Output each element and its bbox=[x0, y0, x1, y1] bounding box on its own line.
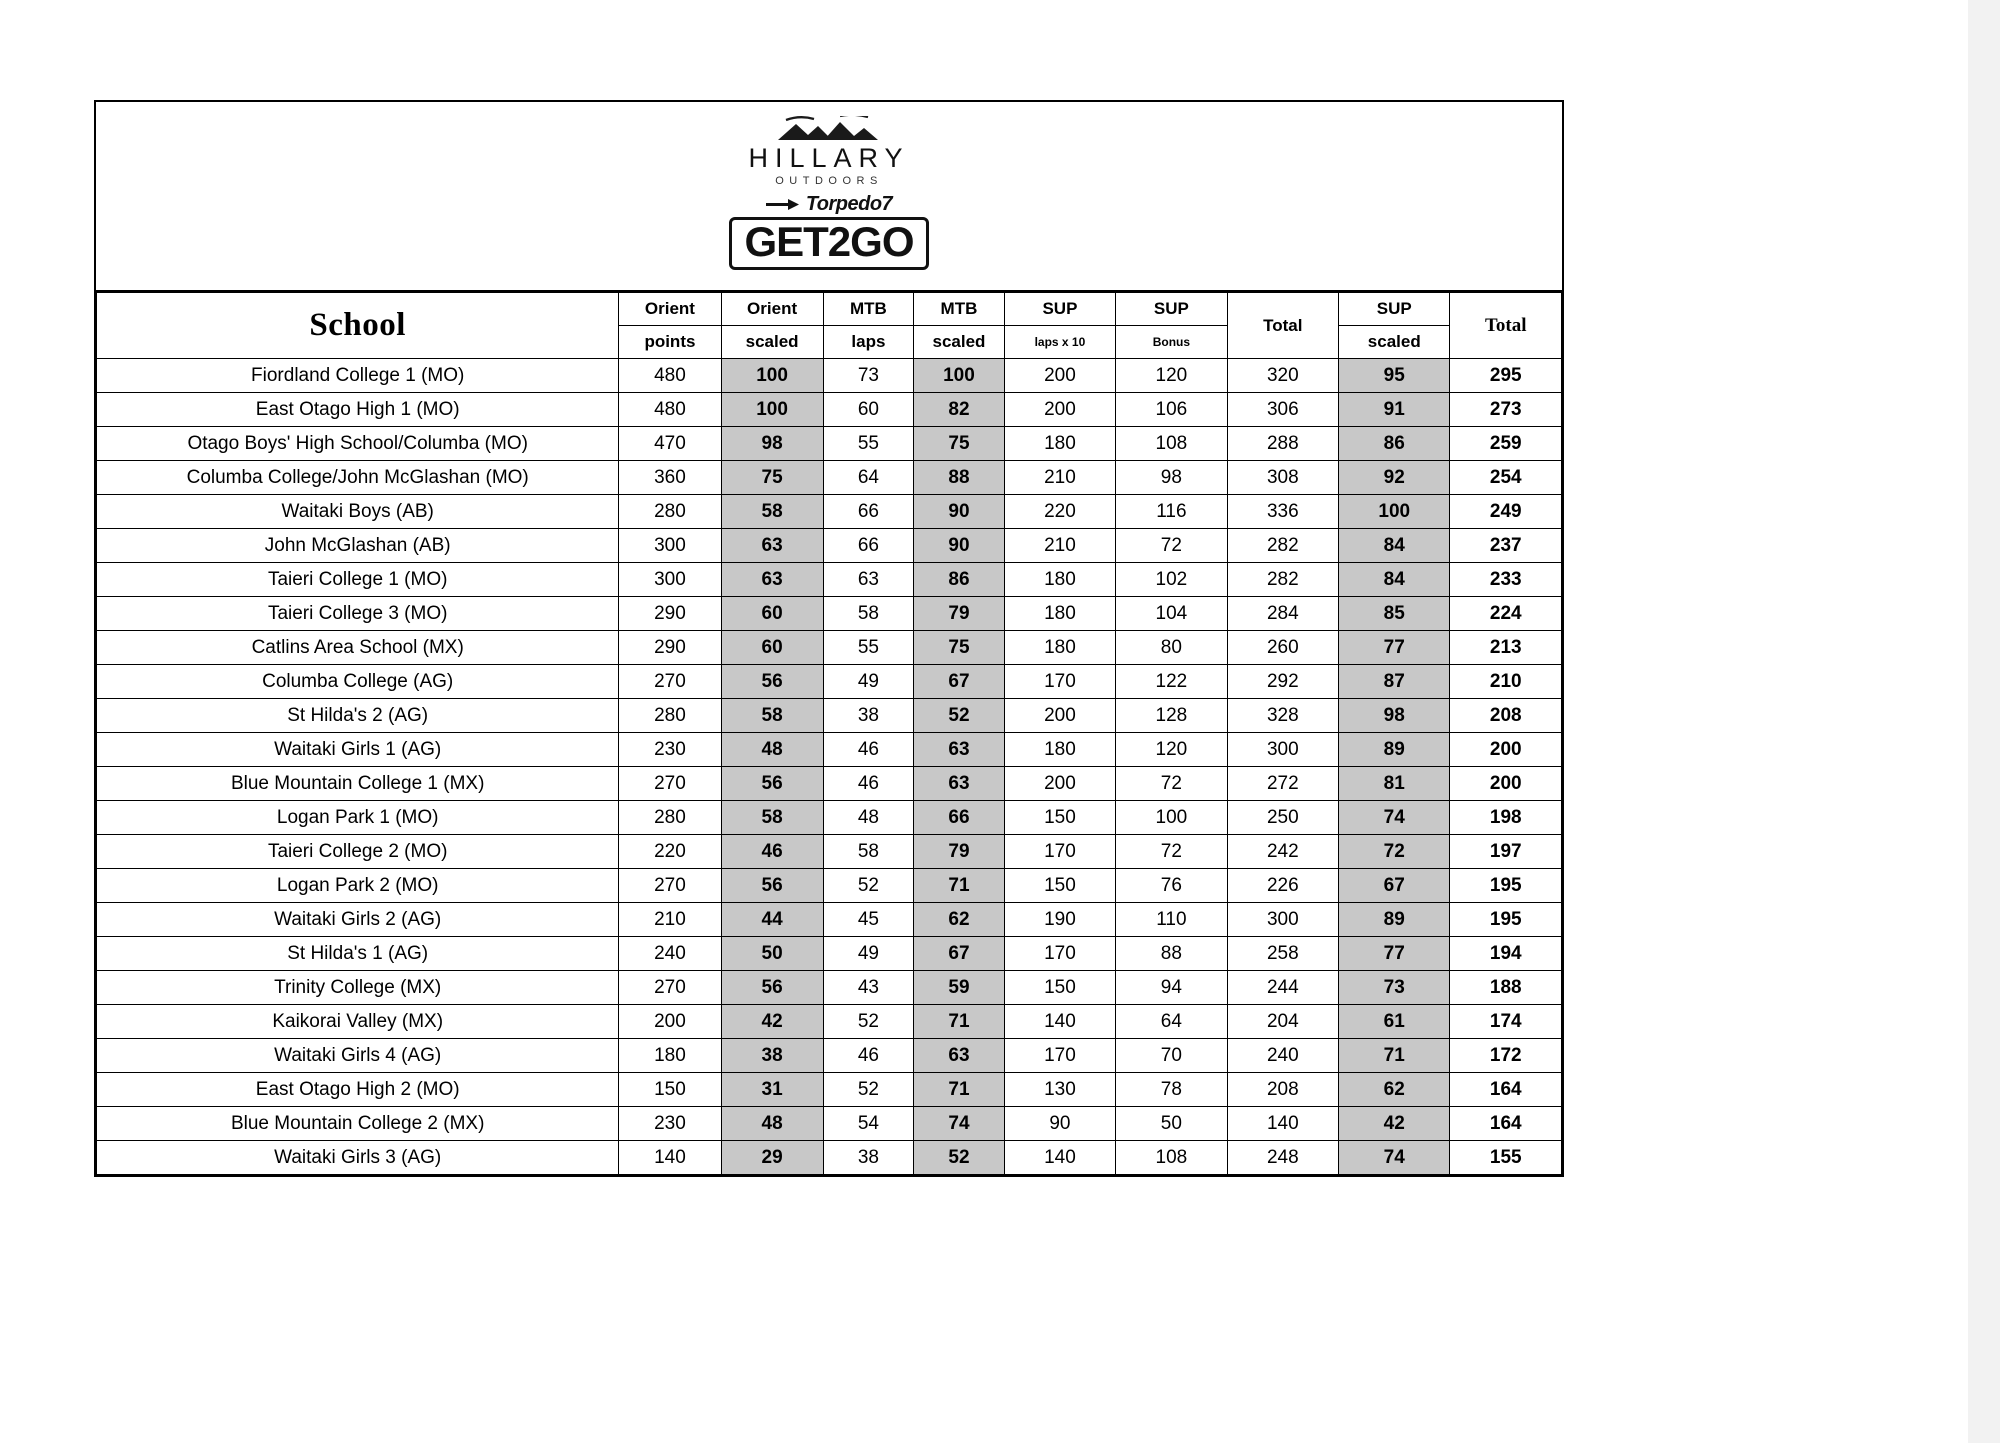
cell-mtb-scaled: 63 bbox=[914, 733, 1005, 767]
cell-sup-scaled: 61 bbox=[1339, 1005, 1450, 1039]
cell-mtb-scaled: 82 bbox=[914, 393, 1005, 427]
cell-school: St Hilda's 2 (AG) bbox=[97, 699, 619, 733]
cell-sup-scaled: 89 bbox=[1339, 733, 1450, 767]
cell-orient-points: 480 bbox=[619, 359, 721, 393]
cell-mtb-scaled: 62 bbox=[914, 903, 1005, 937]
col-header-sup-laps-bottom: laps x 10 bbox=[1004, 326, 1115, 359]
cell-orient-points: 270 bbox=[619, 767, 721, 801]
table-row bbox=[97, 699, 1562, 733]
table-body bbox=[97, 359, 1562, 1175]
cell-sup-laps: 150 bbox=[1004, 801, 1115, 835]
table-row bbox=[97, 529, 1562, 563]
cell-sup-scaled: 86 bbox=[1339, 427, 1450, 461]
cell-orient-scaled: 98 bbox=[721, 427, 823, 461]
table-row bbox=[97, 835, 1562, 869]
cell-sup-scaled: 85 bbox=[1339, 597, 1450, 631]
cell-total: 288 bbox=[1227, 427, 1338, 461]
cell-orient-scaled: 56 bbox=[721, 971, 823, 1005]
cell-orient-scaled: 58 bbox=[721, 699, 823, 733]
cell-mtb-laps: 54 bbox=[823, 1107, 914, 1141]
cell-mtb-laps: 64 bbox=[823, 461, 914, 495]
cell-orient-scaled: 56 bbox=[721, 665, 823, 699]
cell-sup-bonus: 122 bbox=[1116, 665, 1227, 699]
cell-sup-scaled: 77 bbox=[1339, 937, 1450, 971]
cell-sup-bonus: 120 bbox=[1116, 733, 1227, 767]
cell-orient-scaled: 60 bbox=[721, 597, 823, 631]
cell-grand-total: 172 bbox=[1450, 1039, 1562, 1073]
cell-orient-scaled: 63 bbox=[721, 529, 823, 563]
cell-total: 336 bbox=[1227, 495, 1338, 529]
cell-sup-bonus: 76 bbox=[1116, 869, 1227, 903]
col-header-orient-points-top: Orient bbox=[619, 293, 721, 326]
cell-school: Fiordland College 1 (MO) bbox=[97, 359, 619, 393]
cell-mtb-scaled: 67 bbox=[914, 937, 1005, 971]
cell-sup-laps: 200 bbox=[1004, 767, 1115, 801]
cell-total: 306 bbox=[1227, 393, 1338, 427]
table-row bbox=[97, 597, 1562, 631]
col-header-grand-total: Total bbox=[1450, 293, 1562, 359]
cell-sup-scaled: 71 bbox=[1339, 1039, 1450, 1073]
cell-mtb-laps: 43 bbox=[823, 971, 914, 1005]
brand-name: HILLARY bbox=[748, 143, 910, 173]
col-header-school: School bbox=[97, 293, 619, 359]
cell-sup-laps: 180 bbox=[1004, 563, 1115, 597]
cell-sup-scaled: 91 bbox=[1339, 393, 1450, 427]
col-header-mtb-laps-bottom: laps bbox=[823, 326, 914, 359]
cell-orient-points: 280 bbox=[619, 699, 721, 733]
event-name-box bbox=[729, 217, 928, 270]
table-row bbox=[97, 937, 1562, 971]
cell-mtb-scaled: 59 bbox=[914, 971, 1005, 1005]
cell-grand-total: 259 bbox=[1450, 427, 1562, 461]
cell-sup-scaled: 74 bbox=[1339, 801, 1450, 835]
table-row bbox=[97, 495, 1562, 529]
cell-mtb-scaled: 86 bbox=[914, 563, 1005, 597]
cell-sup-scaled: 81 bbox=[1339, 767, 1450, 801]
cell-sup-scaled: 77 bbox=[1339, 631, 1450, 665]
col-header-sup-scaled-top: SUP bbox=[1339, 293, 1450, 326]
cell-mtb-laps: 49 bbox=[823, 937, 914, 971]
cell-orient-points: 220 bbox=[619, 835, 721, 869]
cell-sup-laps: 180 bbox=[1004, 427, 1115, 461]
cell-school: Columba College (AG) bbox=[97, 665, 619, 699]
cell-school: St Hilda's 1 (AG) bbox=[97, 937, 619, 971]
cell-total: 320 bbox=[1227, 359, 1338, 393]
cell-sup-bonus: 64 bbox=[1116, 1005, 1227, 1039]
cell-orient-scaled: 56 bbox=[721, 869, 823, 903]
table-row bbox=[97, 1141, 1562, 1175]
cell-sup-laps: 210 bbox=[1004, 529, 1115, 563]
table-row bbox=[97, 1073, 1562, 1107]
cell-school: Kaikorai Valley (MX) bbox=[97, 1005, 619, 1039]
cell-grand-total: 194 bbox=[1450, 937, 1562, 971]
table-row bbox=[97, 801, 1562, 835]
cell-sup-laps: 180 bbox=[1004, 733, 1115, 767]
cell-orient-scaled: 75 bbox=[721, 461, 823, 495]
cell-orient-points: 290 bbox=[619, 631, 721, 665]
cell-grand-total: 188 bbox=[1450, 971, 1562, 1005]
table-head bbox=[97, 293, 1562, 359]
cell-sup-bonus: 94 bbox=[1116, 971, 1227, 1005]
cell-mtb-laps: 58 bbox=[823, 597, 914, 631]
cell-orient-scaled: 56 bbox=[721, 767, 823, 801]
cell-sup-scaled: 74 bbox=[1339, 1141, 1450, 1175]
cell-sup-bonus: 72 bbox=[1116, 767, 1227, 801]
cell-school: Columba College/John McGlashan (MO) bbox=[97, 461, 619, 495]
cell-mtb-laps: 48 bbox=[823, 801, 914, 835]
cell-orient-scaled: 100 bbox=[721, 393, 823, 427]
cell-mtb-laps: 73 bbox=[823, 359, 914, 393]
cell-mtb-scaled: 79 bbox=[914, 835, 1005, 869]
cell-school: Otago Boys' High School/Columba (MO) bbox=[97, 427, 619, 461]
cell-grand-total: 164 bbox=[1450, 1073, 1562, 1107]
cell-mtb-laps: 58 bbox=[823, 835, 914, 869]
cell-sup-scaled: 87 bbox=[1339, 665, 1450, 699]
cell-mtb-scaled: 71 bbox=[914, 1073, 1005, 1107]
table-row bbox=[97, 869, 1562, 903]
cell-mtb-scaled: 75 bbox=[914, 427, 1005, 461]
cell-grand-total: 295 bbox=[1450, 359, 1562, 393]
cell-total: 242 bbox=[1227, 835, 1338, 869]
cell-sup-bonus: 128 bbox=[1116, 699, 1227, 733]
cell-orient-points: 300 bbox=[619, 563, 721, 597]
cell-orient-scaled: 42 bbox=[721, 1005, 823, 1039]
cell-sup-bonus: 116 bbox=[1116, 495, 1227, 529]
cell-sup-bonus: 120 bbox=[1116, 359, 1227, 393]
table-row bbox=[97, 631, 1562, 665]
cell-sup-scaled: 98 bbox=[1339, 699, 1450, 733]
col-header-mtb-scaled-top: MTB bbox=[914, 293, 1005, 326]
event-logo bbox=[694, 116, 964, 270]
cell-school: Logan Park 1 (MO) bbox=[97, 801, 619, 835]
cell-total: 204 bbox=[1227, 1005, 1338, 1039]
cell-sup-bonus: 70 bbox=[1116, 1039, 1227, 1073]
cell-sup-bonus: 106 bbox=[1116, 393, 1227, 427]
cell-sup-scaled: 84 bbox=[1339, 529, 1450, 563]
cell-orient-points: 180 bbox=[619, 1039, 721, 1073]
cell-sup-scaled: 72 bbox=[1339, 835, 1450, 869]
cell-grand-total: 198 bbox=[1450, 801, 1562, 835]
cell-sup-scaled: 84 bbox=[1339, 563, 1450, 597]
cell-sup-bonus: 98 bbox=[1116, 461, 1227, 495]
sponsor-name: Torpedo7 bbox=[805, 193, 893, 216]
cell-mtb-scaled: 52 bbox=[914, 699, 1005, 733]
cell-mtb-laps: 46 bbox=[823, 733, 914, 767]
table-row bbox=[97, 427, 1562, 461]
cell-orient-scaled: 38 bbox=[721, 1039, 823, 1073]
table-row bbox=[97, 563, 1562, 597]
cell-mtb-laps: 49 bbox=[823, 665, 914, 699]
header-row-top bbox=[97, 293, 1562, 326]
cell-sup-laps: 220 bbox=[1004, 495, 1115, 529]
cell-grand-total: 224 bbox=[1450, 597, 1562, 631]
cell-mtb-scaled: 63 bbox=[914, 767, 1005, 801]
cell-mtb-scaled: 67 bbox=[914, 665, 1005, 699]
cell-sup-scaled: 92 bbox=[1339, 461, 1450, 495]
cell-grand-total: 174 bbox=[1450, 1005, 1562, 1039]
table-row bbox=[97, 767, 1562, 801]
cell-orient-points: 270 bbox=[619, 971, 721, 1005]
col-header-orient-scaled-bottom: scaled bbox=[721, 326, 823, 359]
cell-orient-points: 230 bbox=[619, 1107, 721, 1141]
col-header-sup-bonus-top: SUP bbox=[1116, 293, 1227, 326]
cell-grand-total: 210 bbox=[1450, 665, 1562, 699]
cell-total: 292 bbox=[1227, 665, 1338, 699]
cell-school: Trinity College (MX) bbox=[97, 971, 619, 1005]
cell-grand-total: 273 bbox=[1450, 393, 1562, 427]
cell-mtb-scaled: 71 bbox=[914, 869, 1005, 903]
cell-grand-total: 200 bbox=[1450, 767, 1562, 801]
cell-sup-laps: 180 bbox=[1004, 597, 1115, 631]
cell-mtb-scaled: 75 bbox=[914, 631, 1005, 665]
cell-orient-scaled: 48 bbox=[721, 1107, 823, 1141]
cell-sup-laps: 170 bbox=[1004, 665, 1115, 699]
cell-orient-points: 280 bbox=[619, 495, 721, 529]
cell-mtb-laps: 55 bbox=[823, 631, 914, 665]
cell-sup-bonus: 78 bbox=[1116, 1073, 1227, 1107]
table-row bbox=[97, 665, 1562, 699]
cell-orient-scaled: 58 bbox=[721, 495, 823, 529]
cell-sup-laps: 170 bbox=[1004, 835, 1115, 869]
cell-school: East Otago High 1 (MO) bbox=[97, 393, 619, 427]
cell-orient-scaled: 44 bbox=[721, 903, 823, 937]
cell-sup-laps: 200 bbox=[1004, 699, 1115, 733]
cell-sup-bonus: 100 bbox=[1116, 801, 1227, 835]
cell-total: 250 bbox=[1227, 801, 1338, 835]
cell-school: Waitaki Girls 1 (AG) bbox=[97, 733, 619, 767]
cell-orient-scaled: 60 bbox=[721, 631, 823, 665]
cell-sup-laps: 90 bbox=[1004, 1107, 1115, 1141]
cell-orient-points: 140 bbox=[619, 1141, 721, 1175]
cell-mtb-scaled: 66 bbox=[914, 801, 1005, 835]
cell-total: 282 bbox=[1227, 529, 1338, 563]
col-header-sup-scaled-bottom: scaled bbox=[1339, 326, 1450, 359]
logo-band bbox=[96, 102, 1562, 292]
cell-orient-points: 200 bbox=[619, 1005, 721, 1039]
cell-grand-total: 249 bbox=[1450, 495, 1562, 529]
arrow-icon bbox=[766, 198, 800, 211]
cell-sup-scaled: 95 bbox=[1339, 359, 1450, 393]
cell-sup-laps: 140 bbox=[1004, 1141, 1115, 1175]
cell-orient-points: 470 bbox=[619, 427, 721, 461]
cell-sup-scaled: 67 bbox=[1339, 869, 1450, 903]
cell-mtb-laps: 55 bbox=[823, 427, 914, 461]
cell-orient-points: 280 bbox=[619, 801, 721, 835]
cell-mtb-scaled: 79 bbox=[914, 597, 1005, 631]
cell-mtb-laps: 60 bbox=[823, 393, 914, 427]
col-header-sup-bonus-bottom: Bonus bbox=[1116, 326, 1227, 359]
cell-sup-laps: 200 bbox=[1004, 393, 1115, 427]
cell-orient-points: 150 bbox=[619, 1073, 721, 1107]
cell-total: 260 bbox=[1227, 631, 1338, 665]
cell-total: 244 bbox=[1227, 971, 1338, 1005]
cell-sup-bonus: 72 bbox=[1116, 835, 1227, 869]
cell-grand-total: 237 bbox=[1450, 529, 1562, 563]
cell-grand-total: 208 bbox=[1450, 699, 1562, 733]
col-header-orient-points-bottom: points bbox=[619, 326, 721, 359]
table-row bbox=[97, 733, 1562, 767]
cell-mtb-scaled: 90 bbox=[914, 495, 1005, 529]
cell-school: Waitaki Boys (AB) bbox=[97, 495, 619, 529]
col-header-orient-scaled-top: Orient bbox=[721, 293, 823, 326]
table-row bbox=[97, 1039, 1562, 1073]
cell-sup-laps: 200 bbox=[1004, 359, 1115, 393]
brand-subtitle: OUTDOORS bbox=[775, 175, 883, 188]
cell-sup-scaled: 42 bbox=[1339, 1107, 1450, 1141]
cell-grand-total: 195 bbox=[1450, 903, 1562, 937]
cell-mtb-laps: 52 bbox=[823, 1073, 914, 1107]
cell-mtb-laps: 52 bbox=[823, 1005, 914, 1039]
cell-orient-scaled: 46 bbox=[721, 835, 823, 869]
cell-mtb-scaled: 100 bbox=[914, 359, 1005, 393]
col-header-total: Total bbox=[1227, 293, 1338, 359]
cell-mtb-laps: 52 bbox=[823, 869, 914, 903]
cell-sup-bonus: 88 bbox=[1116, 937, 1227, 971]
cell-orient-scaled: 50 bbox=[721, 937, 823, 971]
cell-sup-bonus: 50 bbox=[1116, 1107, 1227, 1141]
cell-sup-laps: 130 bbox=[1004, 1073, 1115, 1107]
cell-mtb-scaled: 63 bbox=[914, 1039, 1005, 1073]
table-row bbox=[97, 971, 1562, 1005]
cell-orient-points: 360 bbox=[619, 461, 721, 495]
cell-total: 284 bbox=[1227, 597, 1338, 631]
cell-orient-points: 210 bbox=[619, 903, 721, 937]
cell-orient-points: 480 bbox=[619, 393, 721, 427]
cell-sup-laps: 190 bbox=[1004, 903, 1115, 937]
event-name: GET2GO bbox=[744, 218, 914, 266]
cell-mtb-laps: 66 bbox=[823, 529, 914, 563]
cell-total: 248 bbox=[1227, 1141, 1338, 1175]
cell-sup-laps: 140 bbox=[1004, 1005, 1115, 1039]
cell-grand-total: 195 bbox=[1450, 869, 1562, 903]
cell-sup-scaled: 100 bbox=[1339, 495, 1450, 529]
table-row bbox=[97, 393, 1562, 427]
cell-sup-scaled: 62 bbox=[1339, 1073, 1450, 1107]
cell-mtb-scaled: 74 bbox=[914, 1107, 1005, 1141]
cell-total: 328 bbox=[1227, 699, 1338, 733]
cell-school: East Otago High 2 (MO) bbox=[97, 1073, 619, 1107]
cell-total: 272 bbox=[1227, 767, 1338, 801]
col-header-mtb-scaled-bottom: scaled bbox=[914, 326, 1005, 359]
col-header-sup-laps-top: SUP bbox=[1004, 293, 1115, 326]
cell-sup-laps: 150 bbox=[1004, 869, 1115, 903]
cell-school: John McGlashan (AB) bbox=[97, 529, 619, 563]
table-row bbox=[97, 359, 1562, 393]
cell-mtb-scaled: 52 bbox=[914, 1141, 1005, 1175]
cell-orient-points: 300 bbox=[619, 529, 721, 563]
results-sheet bbox=[94, 100, 1564, 1177]
cell-mtb-scaled: 88 bbox=[914, 461, 1005, 495]
cell-sup-bonus: 108 bbox=[1116, 427, 1227, 461]
cell-school: Blue Mountain College 1 (MX) bbox=[97, 767, 619, 801]
cell-orient-points: 270 bbox=[619, 869, 721, 903]
cell-sup-bonus: 72 bbox=[1116, 529, 1227, 563]
cell-school: Logan Park 2 (MO) bbox=[97, 869, 619, 903]
cell-orient-scaled: 58 bbox=[721, 801, 823, 835]
cell-mtb-scaled: 90 bbox=[914, 529, 1005, 563]
cell-school: Taieri College 2 (MO) bbox=[97, 835, 619, 869]
cell-grand-total: 155 bbox=[1450, 1141, 1562, 1175]
cell-sup-bonus: 80 bbox=[1116, 631, 1227, 665]
col-header-mtb-laps-top: MTB bbox=[823, 293, 914, 326]
cell-orient-points: 240 bbox=[619, 937, 721, 971]
cell-total: 226 bbox=[1227, 869, 1338, 903]
cell-mtb-laps: 63 bbox=[823, 563, 914, 597]
table-row bbox=[97, 1005, 1562, 1039]
cell-total: 208 bbox=[1227, 1073, 1338, 1107]
page-gutter bbox=[1968, 0, 2000, 1443]
cell-mtb-laps: 45 bbox=[823, 903, 914, 937]
cell-grand-total: 213 bbox=[1450, 631, 1562, 665]
cell-sup-laps: 150 bbox=[1004, 971, 1115, 1005]
cell-sup-laps: 180 bbox=[1004, 631, 1115, 665]
cell-sup-bonus: 104 bbox=[1116, 597, 1227, 631]
cell-total: 282 bbox=[1227, 563, 1338, 597]
cell-grand-total: 164 bbox=[1450, 1107, 1562, 1141]
table-row bbox=[97, 903, 1562, 937]
cell-orient-points: 270 bbox=[619, 665, 721, 699]
cell-sup-bonus: 102 bbox=[1116, 563, 1227, 597]
mountains-icon bbox=[774, 116, 884, 142]
cell-orient-points: 290 bbox=[619, 597, 721, 631]
cell-sup-scaled: 89 bbox=[1339, 903, 1450, 937]
table-row bbox=[97, 1107, 1562, 1141]
cell-sup-laps: 210 bbox=[1004, 461, 1115, 495]
cell-mtb-laps: 46 bbox=[823, 767, 914, 801]
cell-sup-laps: 170 bbox=[1004, 1039, 1115, 1073]
cell-total: 300 bbox=[1227, 903, 1338, 937]
cell-orient-scaled: 63 bbox=[721, 563, 823, 597]
cell-sup-laps: 170 bbox=[1004, 937, 1115, 971]
cell-grand-total: 233 bbox=[1450, 563, 1562, 597]
table-row bbox=[97, 461, 1562, 495]
cell-school: Waitaki Girls 3 (AG) bbox=[97, 1141, 619, 1175]
cell-school: Waitaki Girls 4 (AG) bbox=[97, 1039, 619, 1073]
cell-mtb-laps: 66 bbox=[823, 495, 914, 529]
cell-total: 258 bbox=[1227, 937, 1338, 971]
cell-total: 308 bbox=[1227, 461, 1338, 495]
cell-total: 240 bbox=[1227, 1039, 1338, 1073]
cell-orient-points: 230 bbox=[619, 733, 721, 767]
cell-mtb-laps: 38 bbox=[823, 699, 914, 733]
cell-school: Taieri College 1 (MO) bbox=[97, 563, 619, 597]
cell-total: 300 bbox=[1227, 733, 1338, 767]
cell-school: Taieri College 3 (MO) bbox=[97, 597, 619, 631]
results-table bbox=[96, 292, 1562, 1175]
cell-total: 140 bbox=[1227, 1107, 1338, 1141]
cell-mtb-scaled: 71 bbox=[914, 1005, 1005, 1039]
cell-school: Catlins Area School (MX) bbox=[97, 631, 619, 665]
cell-sup-bonus: 108 bbox=[1116, 1141, 1227, 1175]
cell-grand-total: 197 bbox=[1450, 835, 1562, 869]
event-sponsor-row bbox=[694, 193, 964, 216]
cell-sup-bonus: 110 bbox=[1116, 903, 1227, 937]
cell-mtb-laps: 38 bbox=[823, 1141, 914, 1175]
cell-orient-scaled: 29 bbox=[721, 1141, 823, 1175]
cell-grand-total: 200 bbox=[1450, 733, 1562, 767]
cell-orient-scaled: 31 bbox=[721, 1073, 823, 1107]
cell-orient-scaled: 48 bbox=[721, 733, 823, 767]
cell-orient-scaled: 100 bbox=[721, 359, 823, 393]
cell-sup-scaled: 73 bbox=[1339, 971, 1450, 1005]
cell-grand-total: 254 bbox=[1450, 461, 1562, 495]
cell-school: Waitaki Girls 2 (AG) bbox=[97, 903, 619, 937]
cell-school: Blue Mountain College 2 (MX) bbox=[97, 1107, 619, 1141]
cell-mtb-laps: 46 bbox=[823, 1039, 914, 1073]
